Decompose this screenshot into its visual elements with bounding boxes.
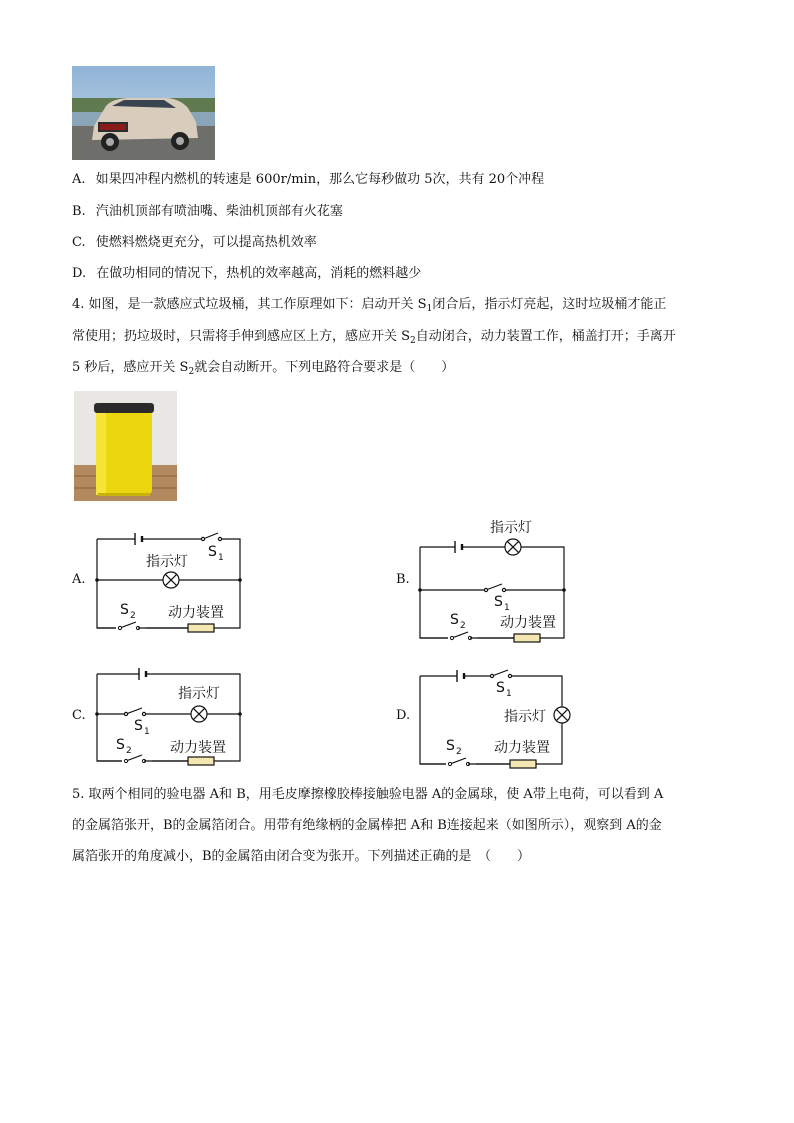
s1-sub: 1 (506, 689, 512, 699)
s1-label: S (134, 718, 143, 734)
switch-s1-icon (484, 584, 505, 592)
trash-can-photo (74, 391, 177, 501)
option-letter: B. (72, 204, 86, 219)
motor-icon (188, 757, 214, 765)
switch-s1-icon (201, 533, 221, 541)
s2-label: S (446, 738, 455, 754)
option-text: 使燃料燃烧更充分，可以提高热机效率 (95, 235, 317, 250)
switch-s1-icon (124, 708, 145, 716)
switch-s1-icon (490, 670, 511, 678)
s1-sub: 1 (504, 603, 510, 613)
lamp-icon (554, 707, 570, 723)
lamp-label: 指示灯 (490, 520, 532, 536)
q4-line-2: 常使用；扔垃圾时，只需将手伸到感应区上方，感应开关 $S_2$自动闭合，动力装置工作，桶盖打开；手离开 (72, 329, 676, 346)
motor-icon (510, 760, 536, 768)
q3-option-b (72, 202, 343, 222)
q3-option-a (72, 170, 544, 190)
motor-label: 动力装置 (170, 740, 226, 756)
q4-line-3: 5 秒后，感应开关 $S_2$就会自动断开。下列电路符合要求是（ ） (72, 360, 455, 377)
q3-option-c (72, 233, 317, 253)
q5-line-3: 属箔张开的角度减小，B的金属箔由闭合变为张开。下列描述正确的是 （ ） (72, 849, 531, 864)
circuit-c-diagram (90, 658, 250, 768)
q5-line-2: 的金属箔张开，B的金属箔闭合。用带有绝缘柄的金属棒把 A和 B连接起来（如图所示），观察到 A的金 (72, 818, 662, 833)
battery-icon (135, 533, 142, 545)
motor-label: 动力装置 (500, 615, 556, 631)
s2-sub: 2 (126, 746, 132, 756)
s2-sub: 2 (456, 747, 462, 757)
s1-label: S (494, 594, 503, 610)
motor-label: 动力装置 (168, 605, 224, 621)
switch-s2-icon (116, 622, 188, 632)
s1-label: S (496, 680, 505, 696)
lamp-icon (163, 572, 179, 588)
s1-label: S (208, 544, 217, 560)
switch-s2-icon (446, 758, 510, 768)
q4-line-1: 4. 如图，是一款感应式垃圾桶，其工作原理如下：启动开关 $S_1$闭合后，指示灯亮起，这时垃圾桶才能正 (72, 297, 667, 314)
option-text: 在做功相同的情况下，热机的效率越高，消耗的燃料越少 (96, 266, 422, 281)
s2-sub: 2 (460, 621, 466, 631)
option-letter: D. (72, 266, 87, 281)
circuit-b-label: B. (396, 572, 410, 587)
circuit-a-label: A. (72, 572, 86, 587)
lamp-icon (505, 539, 521, 555)
motor-icon (188, 624, 214, 632)
switch-s2-icon (122, 755, 188, 765)
s1-sub: 1 (144, 727, 150, 737)
motor-icon (514, 634, 540, 642)
lamp-icon (191, 706, 207, 722)
lamp-label: 指示灯 (504, 709, 546, 725)
s2-label: S (120, 602, 129, 618)
option-letter: C. (72, 235, 86, 250)
battery-icon (457, 670, 464, 682)
option-letter: A. (72, 172, 86, 187)
q5-line-1: 5. 取两个相同的验电器 A和 B，用毛皮摩擦橡胶棒接触验电器 A的金属球，使 A带上电荷，可以看到 A (72, 787, 664, 802)
option-text: 如果四冲程内燃机的转速是 600r/min，那么它每秒做功 5次，共有 20个冲程 (95, 172, 545, 187)
circuit-c-label: C. (72, 708, 86, 723)
battery-icon (139, 668, 146, 680)
car-photo (72, 66, 215, 160)
switch-s2-icon (448, 632, 514, 642)
s2-label: S (450, 612, 459, 628)
motor-label: 动力装置 (494, 740, 550, 756)
s2-sub: 2 (130, 611, 136, 621)
option-text: 汽油机顶部有喷油嘴、柴油机顶部有火花塞 (95, 204, 343, 219)
circuit-a-diagram (90, 524, 250, 636)
lamp-label: 指示灯 (178, 686, 220, 702)
circuit-d-diagram (414, 660, 579, 770)
circuit-b-diagram (414, 514, 574, 644)
s2-label: S (116, 737, 125, 753)
battery-icon (455, 541, 462, 553)
circuit-d-label: D. (396, 708, 411, 723)
s1-sub: 1 (218, 553, 224, 563)
lamp-label: 指示灯 (146, 554, 188, 570)
q3-option-d (72, 264, 421, 284)
